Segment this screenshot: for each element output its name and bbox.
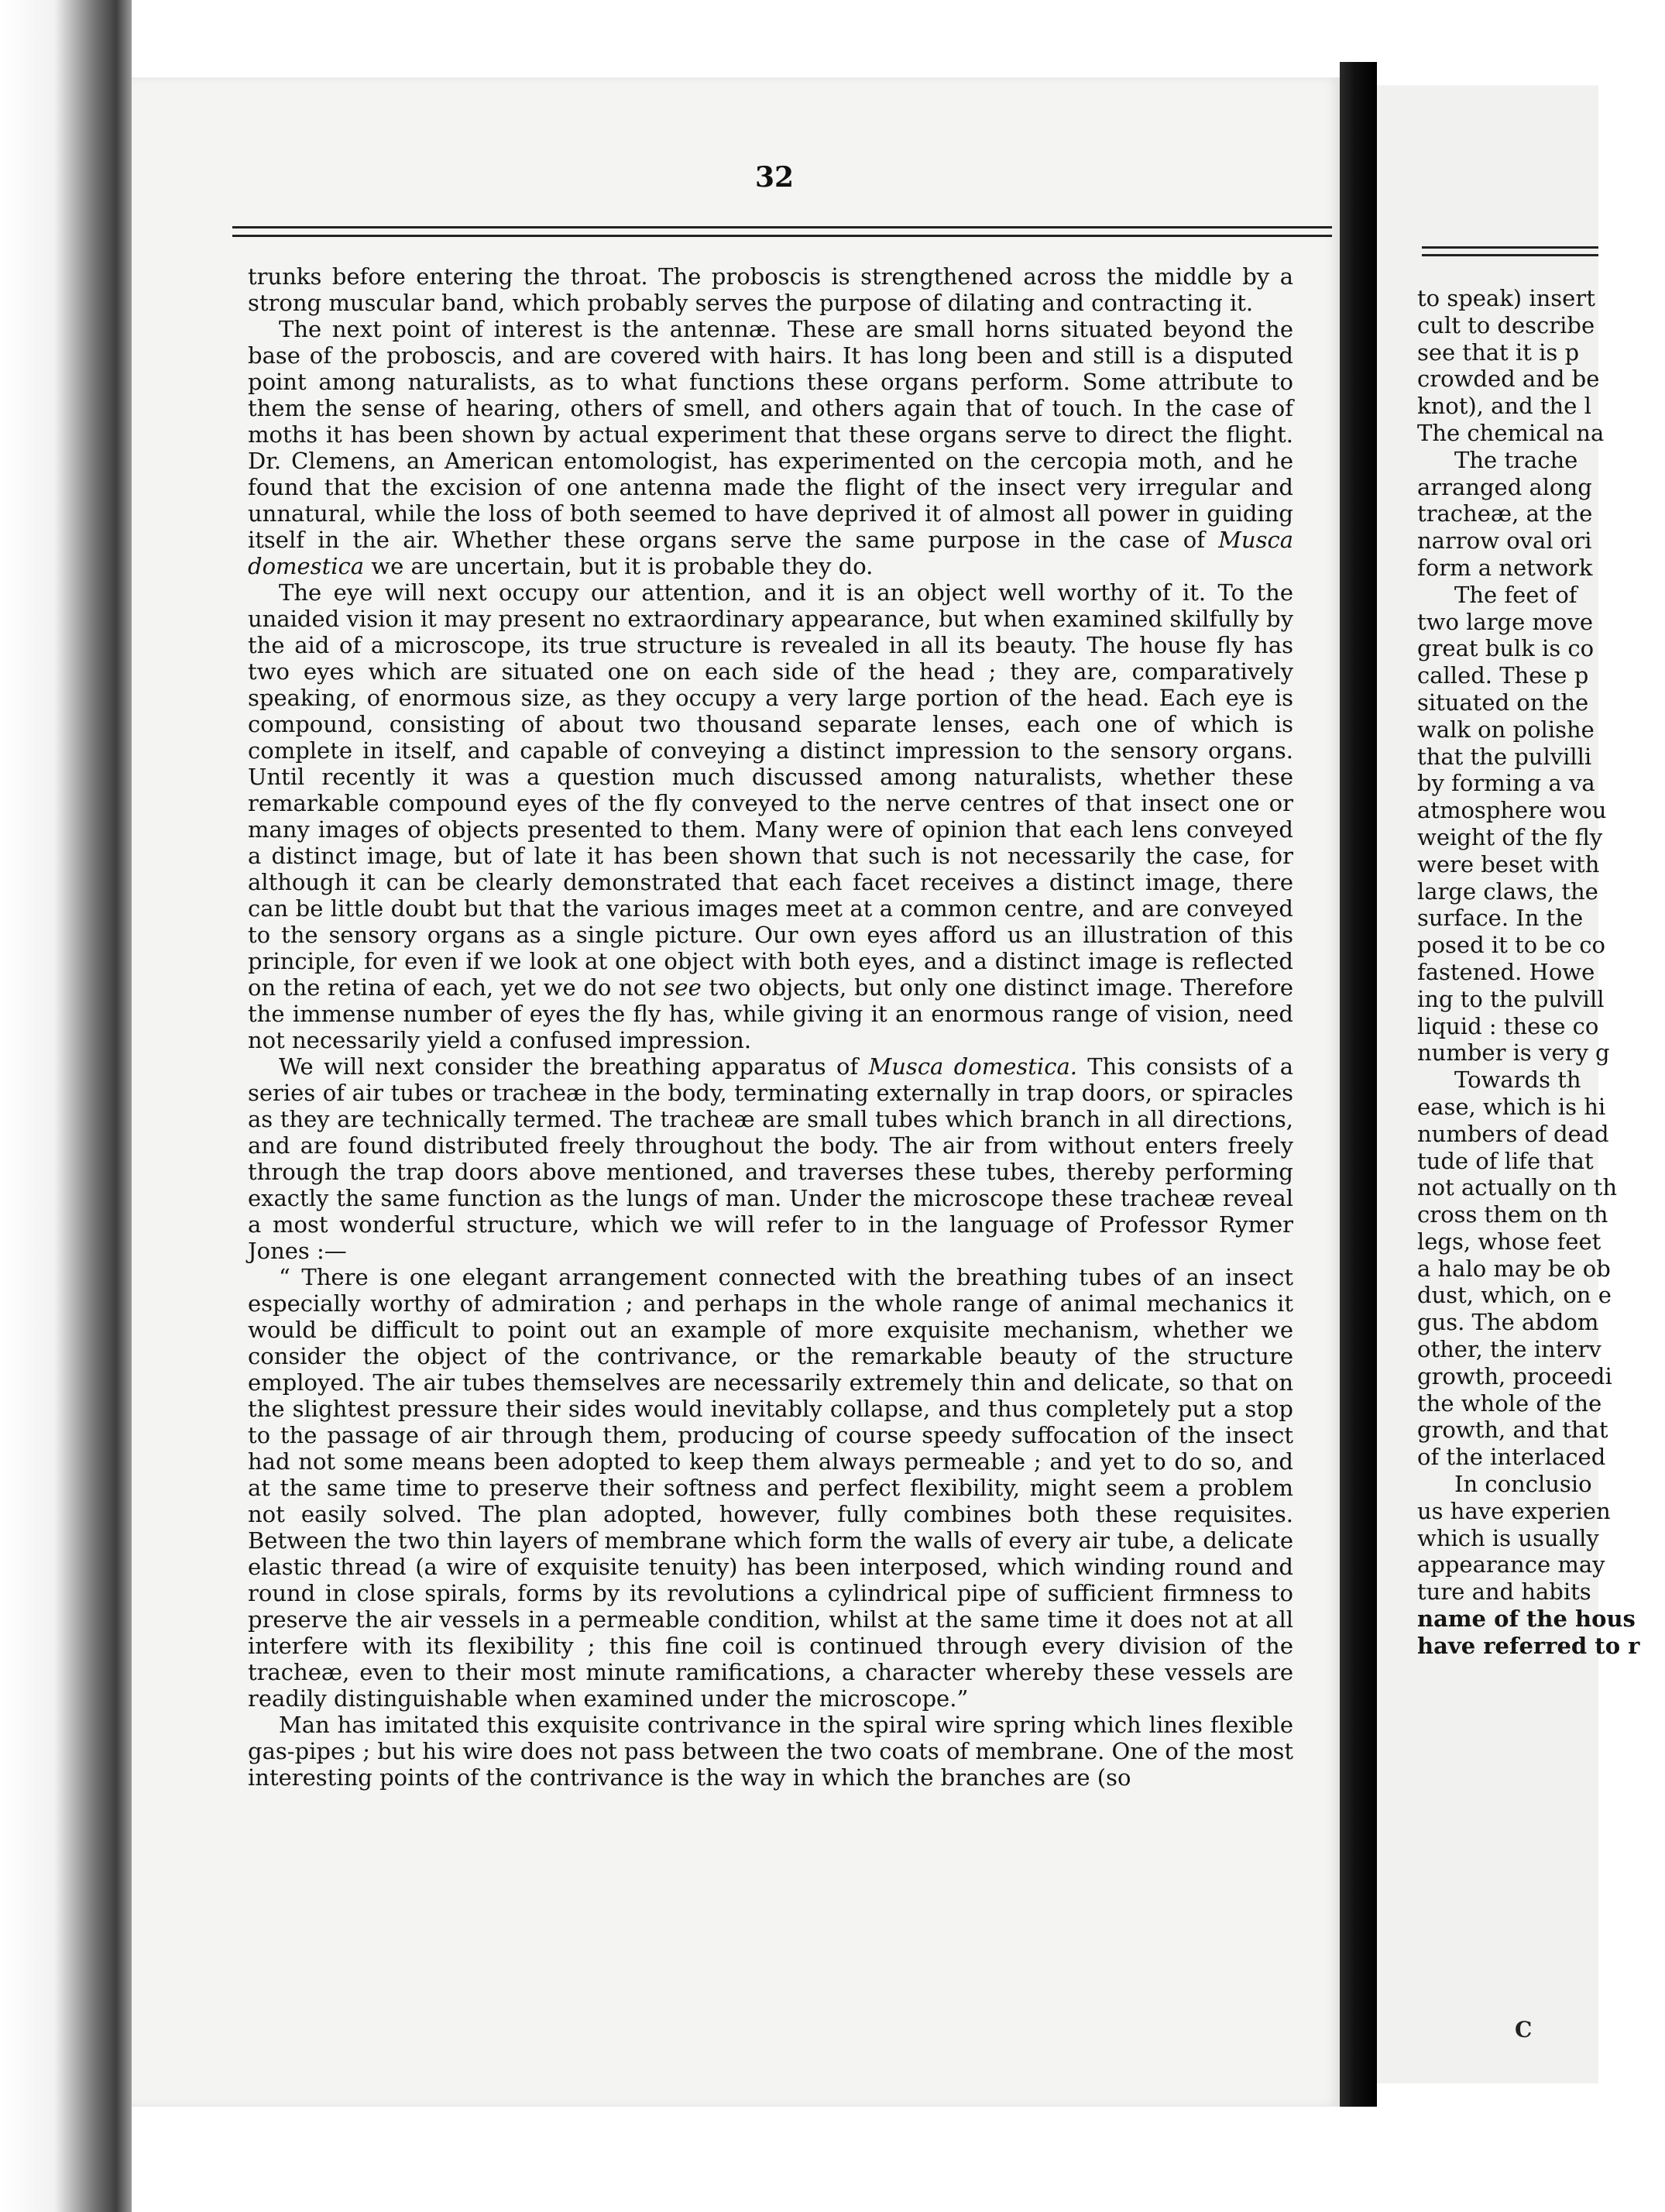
right-page-line: arranged along bbox=[1417, 473, 1592, 500]
right-page-line: have referred to r bbox=[1417, 1632, 1640, 1659]
right-page-line: to speak) insert bbox=[1417, 285, 1595, 311]
right-page-line: ing to the pulvill bbox=[1417, 985, 1605, 1012]
right-page-line: knot), and the l bbox=[1417, 393, 1591, 420]
right-page-line: legs, whose feet bbox=[1417, 1228, 1601, 1255]
right-page-line: us have experien bbox=[1417, 1497, 1611, 1524]
right-page-line: ease, which is hi bbox=[1417, 1093, 1606, 1120]
right-page-line: not actually on th bbox=[1417, 1174, 1617, 1201]
right-page-line: weight of the fly bbox=[1417, 823, 1603, 850]
right-page-line: growth, proceedi bbox=[1417, 1362, 1612, 1389]
right-page-line: The feet of bbox=[1454, 581, 1577, 608]
right-page-line: surface. In the bbox=[1417, 905, 1584, 932]
scan-margin-bottom bbox=[132, 2107, 1598, 2212]
right-page-line: tracheæ, at the bbox=[1417, 500, 1593, 527]
right-page-line: Towards th bbox=[1454, 1066, 1581, 1094]
header-rule-top bbox=[232, 226, 1332, 228]
book-spine bbox=[1340, 62, 1377, 2138]
right-page-line: number is very g bbox=[1417, 1039, 1610, 1066]
paragraph: The eye will next occupy our attention, and it is an object well worthy of it. To the unaided vision it may present no extraordinary appearance, but when examined skilfully by the aid of a microscope, its true structure is revealed in all its beauty. The house fly has two eyes which are situated one on each side of the head ; they are, comparatively speaking, of enormous size, as they occupy a very large portion of the head. Each eye is compound, consisting of about two thousand separate lenses, each one of which is complete in itself, and capable of conveying a distinct impression to the sensory organs. Until recently it was a question much discussed among naturalists, whether these remarkable compound eyes of the fly conveyed to the nerve centres of that insect one or many images of objects presented to them. Many were of opinion that each lens conveyed a distinct image, but of late it has been shown that such is not necessarily the case, for although it can be clearly demonstrated that each facet receives a distinct image, there can be little doubt but that the various images meet at a common centre, and are conveyed to the sensory organs as a single picture. Our own eyes afford us an illustration of this principle, for even if we look at one object with both eyes, and a distinct image is reflected on the retina of each, yet we do not see two objects, but only one distinct image. Therefore the immense number of eyes the fly has, while giving it an enormous range of vision, need not necessarily yield a confused impression. bbox=[248, 579, 1294, 1053]
header-rule-bottom bbox=[232, 235, 1332, 237]
right-header-rule-top bbox=[1422, 246, 1598, 249]
right-page-line: called. These p bbox=[1417, 662, 1589, 689]
right-header-rule-bottom bbox=[1422, 254, 1598, 256]
right-page-line: great bulk is co bbox=[1417, 635, 1595, 662]
scanner-gutter-left bbox=[0, 0, 132, 2212]
right-page-line: two large move bbox=[1417, 608, 1594, 635]
right-page-line: walk on polishe bbox=[1417, 716, 1595, 743]
right-page-line: In conclusio bbox=[1454, 1471, 1592, 1498]
right-page-line: large claws, the bbox=[1417, 878, 1598, 905]
right-page-line: see that it is p bbox=[1417, 338, 1580, 366]
right-page-line: by forming a va bbox=[1417, 770, 1595, 797]
left-page-text bbox=[248, 263, 1293, 1791]
signature-mark: C bbox=[1515, 2017, 1533, 2042]
right-page-line: form a network bbox=[1417, 554, 1593, 581]
right-page-line: growth, and that bbox=[1417, 1417, 1608, 1444]
right-page-line: fastened. Howe bbox=[1417, 958, 1595, 985]
right-page-line: The chemical na bbox=[1417, 419, 1605, 446]
right-page-line: that the pulvilli bbox=[1417, 743, 1592, 770]
right-page-line: the whole of the bbox=[1417, 1389, 1602, 1417]
right-page-line: ture and habits bbox=[1417, 1578, 1591, 1606]
right-page-line: other, the interv bbox=[1417, 1336, 1601, 1363]
right-page-line: a halo may be ob bbox=[1417, 1255, 1611, 1282]
right-page-line: name of the hous bbox=[1417, 1606, 1636, 1633]
right-page-line: numbers of dead bbox=[1417, 1120, 1609, 1147]
page-number: 32 bbox=[754, 161, 795, 194]
paragraph: We will next consider the breathing apparatus of Musca domestica. This consists of a series of air tubes or tracheæ in the body, terminating externally in trap doors, or spiracles as they are technically termed. The tracheæ are small tubes which branch in all directions, and are found distributed freely throughout the body. The air from without enters freely through the trap doors above mentioned, and traverses these tubes, thereby performing exactly the same function as the lungs of man. Under the microscope these tracheæ reveal a most wonderful structure, which we will refer to in the language of Professor Rymer Jones :— bbox=[248, 1053, 1293, 1264]
right-page-line: narrow oval ori bbox=[1417, 527, 1592, 555]
paragraph: The next point of interest is the antennæ. These are small horns situated beyond the base of the proboscis, and are covered with hairs. It has long been and still is a disputed point among naturalists, as to what functions these organs perform. Some attribute to them the sense of hearing, others of smell, and others again that of touch. In the case of moths it has been shown by actual experiment that these organs serve to direct the flight. Dr. Clemens, an American entomologist, has experimented on the cercopia moth, and he found that the excision of one antenna made the flight of the insect very irregular and unnatural, while the loss of both seemed to have deprived it of almost all power in guiding itself in the air. Whether these organs serve the same purpose in the case of Musca domestica we are uncertain, but it is probable they do. bbox=[248, 316, 1293, 579]
paragraph: Man has imitated this exquisite contrivance in the spiral wire spring which lines flexible gas-pipes ; but his wire does not pass between the two coats of membrane. One of the most interesting points of the contrivance is the way in which the branches are (so bbox=[248, 1712, 1293, 1791]
right-page-line: liquid : these co bbox=[1417, 1012, 1599, 1039]
right-page-line: appearance may bbox=[1417, 1551, 1605, 1578]
right-page-line: cult to describe bbox=[1417, 311, 1595, 338]
right-page-line: gus. The abdom bbox=[1417, 1309, 1599, 1336]
right-page-line: tude of life that bbox=[1417, 1147, 1594, 1174]
right-page-text bbox=[1417, 285, 1665, 1660]
paragraph: trunks before entering the throat. The proboscis is strengthened across the middle by a strong muscular band, which probably serves the purpose of dilating and contracting it. bbox=[248, 263, 1293, 316]
right-page-line: which is usually bbox=[1417, 1524, 1599, 1551]
right-page-line: crowded and be bbox=[1417, 366, 1600, 393]
right-page-line: were beset with bbox=[1417, 850, 1600, 878]
right-page-line: atmosphere wou bbox=[1417, 797, 1607, 824]
right-page-line: posed it to be co bbox=[1417, 932, 1605, 959]
quotation-paragraph: “ There is one elegant arrangement connected with the breathing tubes of an insect especially worthy of admiration ; and perhaps in the whole range of animal mechanics it would be difficult to point out an example of more exquisite mechanism, whether we consider the object of the contrivance, or the remarkable beauty of the structure employed. The air tubes themselves are necessarily extremely thin and delicate, so that on the slightest pressure their sides would inevitably collapse, and thus completely put a stop to the passage of air through them, producing of course speedy suffocation of the insect had not some means been adopted to keep them always permeable ; and yet to do so, and at the same time to preserve their softness and perfect flexibility, might seem a problem not easily solved. The plan adopted, however, fully combines both these requisites. Between the two thin layers of membrane which form the walls of every air tube, a delicate elastic thread (a wire of exquisite tenuity) has been interposed, which winding round and round in close spirals, forms by its revolutions a cylindrical pipe of sufficient firmness to preserve the air vessels in a permeable condition, whilst at the same time it does not at all interfere with its flexibility ; this fine coil is continued through every division of the tracheæ, even to their most minute ramifications, a character whereby these vessels are readily distinguishable when examined under the microscope.” bbox=[248, 1264, 1293, 1712]
right-page-line: situated on the bbox=[1417, 689, 1589, 716]
right-page-line: of the interlaced bbox=[1417, 1444, 1606, 1471]
right-page-line: The trache bbox=[1454, 446, 1578, 473]
right-page-line: dust, which, on e bbox=[1417, 1282, 1612, 1309]
right-page-line: cross them on th bbox=[1417, 1201, 1608, 1228]
